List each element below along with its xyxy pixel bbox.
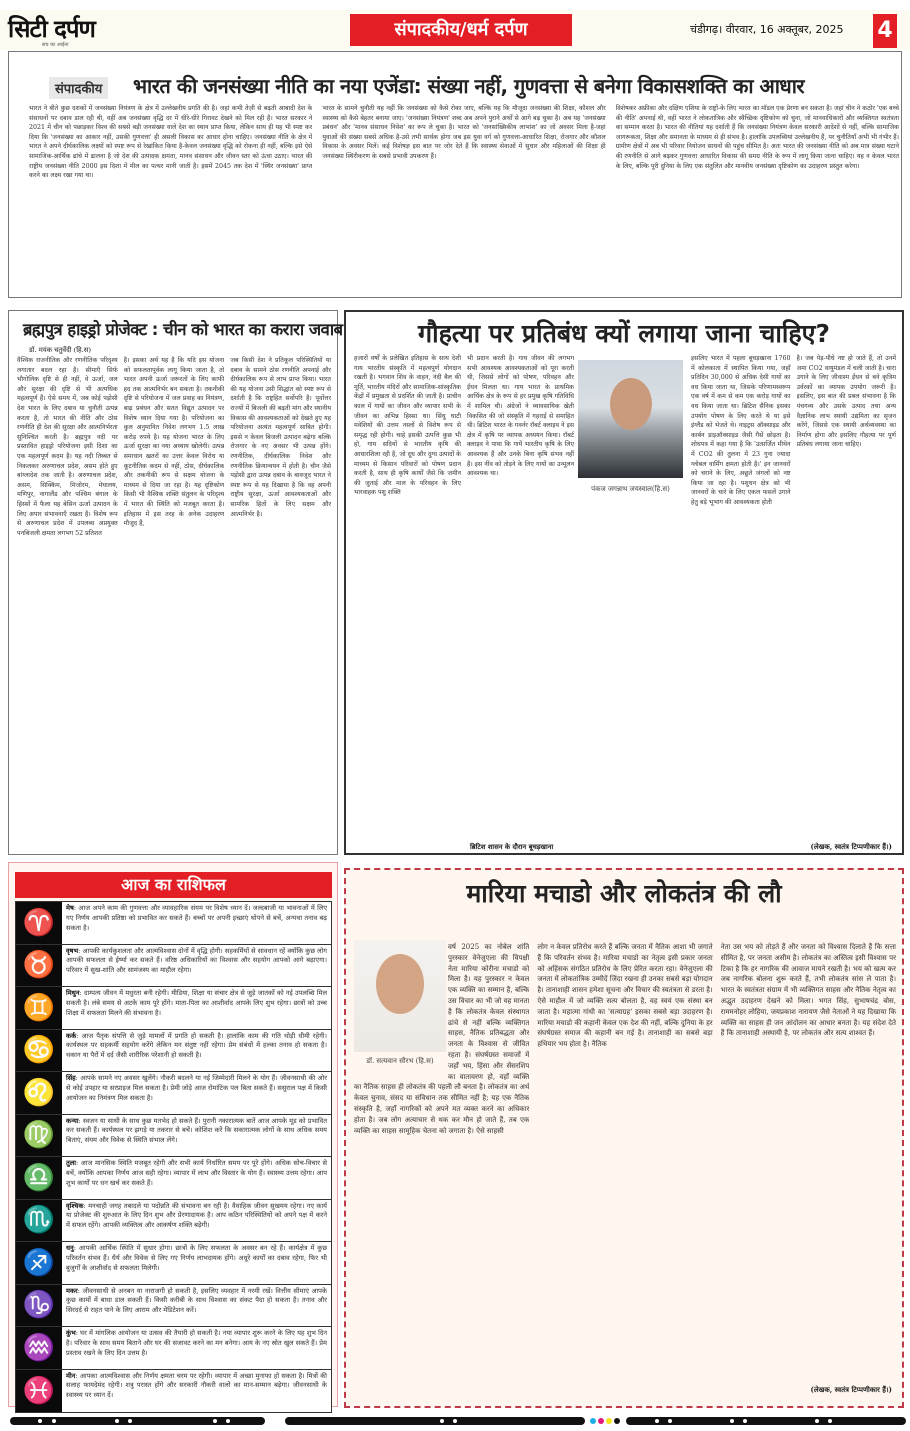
strip-dot <box>213 1419 217 1423</box>
gauhatya-body-left <box>354 354 574 844</box>
strip-dot <box>743 1419 747 1423</box>
author-caption: डॉ. सत्यवान सौरभ (हि.स) <box>366 1057 434 1065</box>
taurus-icon: ♉ <box>16 945 62 987</box>
machado-article <box>344 868 904 1408</box>
horoscope-row-meen: ♓ मीन: आपका आत्मविश्वास और निर्णय क्षमता चरम पर रहेगी। व्यापार में अच्छा मुनाफा हो सकता है। मित्रों की सलाह फायदेमंद रहेगी। शत्रु परास्त होंगे और सरकारी नौकरी वालों का मान-सम्मान बढ़ेगा। जीवनसाथी के स्वास्थ्य पर ध्यान दें। <box>16 1370 331 1413</box>
article-column: है। इसका अर्थ यह है कि यदि इस योजना को सफलतापूर्वक लागू किया जाता है, तो भारत अपनी ऊर्जा जरूरतों के लिए काफी हद तक आत्मनिर्भर बन सकता है। तकनीकी दृष्टि से परियोजना में जल प्रवाह का नियंत्रण, बाढ़ प्रबंधन और सतत विद्युत उत्पादन पर विशेष ध्यान दिया गया है। परियोजना का कुल अनुमानित निवेश लगभग 1.5 लाख करोड़ रुपये है। यह योजना भारत के लिए ऊर्जा सुरक्षा का नया अध्याय खोलेगी। उत्पन्न समाधान खतरों का उत्तर केवल विरोध या कूटनीतिक कदम से नहीं, ठोस, दीर्घकालिक और तकनीकी रूप से सक्षम योजना के माध्यम से दिया जा रहा है। यह दृष्टिकोण किसी भी वैश्विक शक्ति संतुलन के परिदृश्य में भारत की स्थिति को मजबूत करता है। इतिहास में इस तरह के अनेक उदाहरण मौजूद हैं, <box>123 357 225 528</box>
article-column: जब किसी देश ने प्रतिकूल परिस्थितियों या दबाव के सामने ठोस रणनीति अपनाई और दीर्घकालिक रूप से लाभ प्राप्त किया। भारत की यह योजना उसी सिद्धांत को स्पष्ट रूप से दर्शाती है कि राष्ट्रहित सर्वोपरि है। पूर्वोत्तर राज्यों में बिजली की बढ़ती मांग और स्थानीय विकास की आवश्यकताओं को देखते हुए यह परियोजना अत्यंत महत्वपूर्ण साबित होगी। इससे न केवल बिजली उत्पादन बढ़ेगा बल्कि रोजगार के नए अवसर भी उत्पन्न होंगे। रणनीतिक, दीर्घकालिक निवेश और रणनीतिक क्रियान्वयन में होती है। चीन जैसे पड़ोसी द्वारा उत्पन्न दबाव के बावजूद भारत ने स्पष्ट रूप से यह दिखाया है कि वह अपनी राष्ट्रीय सुरक्षा, ऊर्जा आवश्यकताओं और सामरिक हितों के लिए सक्षम और आत्मनिर्भर है। <box>230 357 332 518</box>
article-column: भी प्रदान करती है। गाय जीवन की लगभग सभी आवश्यक आवश्यकताओं को पूरा करती थी, जिससे लोगों को पोषण, परिवहन और ईंधन मिलता था। गाय भारत के प्राथमिक आर्थिक क्षेत्र के रूप से हर प्रमुख कृषि गतिविधि में शामिल थी। अंग्रेजों ने व्यावसायिक खेती विकसित की जो संस्कृति में गहराई से समाहित थी। ब्रिटिश भारत के गवर्नर रॉबर्ट क्लाइव ने इस क्षेत्र में कृषि पर व्यापक अध्ययन किया। रॉबर्ट क्लाइव ने पाया कि गायें भारतीय कृषि के लिए आवश्यक हैं और उनके बिना कृषि संभव नहीं है। इस नींव को तोड़ने के लिए गायों का उन्मूलन आवश्यक था। <box>467 355 574 478</box>
brahmaputra-body <box>17 356 331 848</box>
strip-dot <box>668 1419 672 1423</box>
horoscope-row-vrishchik: ♏ वृश्चिक: मनचाही जगह तबादले या पदोन्नति की संभावना बन रही है। वैवाहिक जीवन सुखमय रहेगा। नए कार्य या प्रोजेक्ट की शुरुआत के लिए दिन शुभ और प्रेरणादायक है। आप कठिन परिस्थितियों को अपने पक्ष में करने में सफल रहेंगे। आपकी व्यक्तित्व और आकर्षण शक्ति बढ़ेगी। <box>16 1200 331 1243</box>
article-column: हजारों वर्षों के प्रलेखित इतिहास के साथ देशी गाय भारतीय संस्कृति में महत्वपूर्ण योगदान रखती है। भगवान शिव के वाहन, नंदी बैल की मूर्ति, भारतीय मंदिरों और सामाजिक-सांस्कृतिक केंद्रों में प्रमुखता से प्रदर्शित की जाती है। प्राचीन काल में गायों का जीवन और व्यापार सभी के जीवन का अभिन्न हिस्सा था। सिंधु घाटी मवेशियों की उत्तम नस्लों से विशेष रूप से समृद्ध रही होगी। चाहे इसकी उत्पत्ति कुछ भी हो, गाय सदियों से भारतीय कृषि की आधारशिला रही है, जो दूध और दुग्ध उत्पादों के माध्यम से किसान परिवारों को पोषण प्रदान करती है, साथ ही कृषि कार्यों जैसे कि जमीन की जुताई और माल के परिवहन के लिए भारवाहक पशु शक्ति <box>354 355 461 497</box>
aquarius-icon: ♒ <box>16 1327 62 1369</box>
masthead <box>0 10 910 50</box>
pisces-icon: ♓ <box>16 1370 62 1413</box>
horoscope-row-mesh: ♈ मेष: आज अपने काम की गुणवत्ता और व्यावहारिक संयम पर विशेष ध्यान दें। जल्दबाजी या भावनाओं में लिए गए निर्णय आपकी प्रतिष्ठा को प्रभावित कर सकते हैं। बच्चों पर अपनी इच्छाएं थोपने से बचें, अन्यथा तनाव बढ़ सकता है। <box>16 902 331 945</box>
horoscope-row-kumbh: ♒ कुंभ: घर में मांगलिक आयोजन या उत्सव की तैयारी हो सकती है। नया व्यापार शुरू करने के लिए यह शुभ दिन है। परिवार के साथ समय बिताने और घर की सजावट करने का मन बनेगा। आय के नए स्रोत खुल सकते हैं। प्रेम प्रस्ताव रखने के लिए दिन उत्तम है। <box>16 1327 331 1370</box>
strip-dot <box>226 1419 230 1423</box>
author-caption: पंकज जगन्नाथ जयस्वाल(हि.स) <box>591 485 670 493</box>
article-column: है। जब पेड़-पौधे नष्ट हो जाते हैं, तो उनमें जमा CO2 वायुमंडल में चली जाती है। चारा उगाने के लिए जीवाश्म ईंधन से बने कृत्रिम उर्वरकों का व्यापक उपयोग जरूरी है। इसलिए, इस बात की प्रबल संभावना है कि पंचगव्य और उसके उत्पाद तथा अन्य वैज्ञानिक लाभ स्थायी उद्यमिता का सृजन करेंगे, जिससे एक स्थायी अर्थव्यवस्था का निर्माण होगा और इसलिए गौहत्या पर पूर्ण प्रतिबंध लगाया जाना चाहिए। <box>796 355 896 449</box>
horoscope-row-singh: ♌ सिंह: आपके सामने नए अवसर खुलेंगे। नौकरी बदलने या नई जिम्मेदारी मिलने के योग हैं। जीवनसाथी की ओर से कोई उपहार या सरप्राइज मिल सकता है। प्रेमी जोड़े आज रोमांटिक पल बिता सकते हैं। ससुराल पक्ष में किसी आयोजन का निमंत्रण मिल सकता है। <box>16 1072 331 1115</box>
article-column: नेता उस भय को तोड़ते हैं और जनता को विश्वास दिलाते हैं कि सत्ता सीमित है, पर जनता असीम है। लोकतंत्र का अस्तित्व इसी विश्वास पर टिका है कि हर नागरिक की आवाज मायने रखती है। भय को खत्म कर जब नागरिक बोलना शुरू करते हैं, तभी लोकतंत्र सांस ले पाता है। भारत के स्वतंत्रता संग्राम में भी व्यक्तिगत साहस और नैतिक नेतृत्व का अद्भुत उदाहरण देखने को मिला। भगत सिंह, सुभाषचंद्र बोस, राममनोहर लोहिया, जयप्रकाश नारायण जैसे नेताओं ने यह दिखाया कि व्यक्ति का साहस ही जन आंदोलन का आधार बनता है। यह संदेश देते हैं कि तानाशाही अस्थायी है, पर लोकतंत्र और सत्य शाश्वत हैं। <box>720 943 896 1038</box>
horoscope-row-dhanu: ♐ धनु: आपकी आर्थिक स्थिति में सुधार होगा। छात्रों के लिए सफलता के अवसर बन रहे हैं। कार्यक्षेत्र में कुछ परिवर्तन संभव हैं। धैर्य और विवेक से लिए गए निर्णय लाभदायक होंगे। अधूरे कार्यों का दबाव रहेगा, फिर भी बुजुर्गों के आशीर्वाद से सफलता मिलेगी। <box>16 1242 331 1285</box>
strip-dot <box>115 1419 119 1423</box>
horoscope-row-vrishabh: ♉ वृषभ: आपकी कार्यकुशलता और आत्मविश्वास दोनों में वृद्धि होगी। सहकर्मियों से सावधान रहें क्योंकि कुछ लोग आपकी सफलता से ईर्ष्या कर सकते हैं। वरिष्ठ अधिकारियों का विश्वास और सहयोग आपको आगे बढ़ाएगा। परिवार में सुख-शांति और सामंजस्य का माहौल रहेगा। <box>16 945 331 988</box>
author-note: (लेखक, स्वतंत्र टिप्पणीकार हैं।) <box>810 842 892 851</box>
section-title: संपादकीय/धर्म दर्पण <box>350 14 572 46</box>
strip-dot <box>38 1419 42 1423</box>
registration-dot-yellow <box>606 1418 612 1424</box>
gauhatya-article <box>344 310 904 855</box>
strip-dot <box>815 1419 819 1423</box>
strip-dot <box>440 1419 444 1423</box>
author-face <box>610 378 652 430</box>
footer-strip <box>285 1417 585 1425</box>
article-column: वर्ष 2025 का नोबेल शांति पुरस्कार वेनेजुएला की विपक्षी नेता मारिया कोरीना मचाडो को मिला है। यह पुरस्कार न केवल एक व्यक्ति का सम्मान है, बल्कि उस विचार का भी जो यह मानता है कि लोकतंत्र केवल संस्थागत ढांचे से नहीं बल्कि व्यक्तिगत साहस, नैतिक प्रतिबद्धता और जनता के विश्वास से जीवित रहता है। संघर्षग्रस्त समाजों में जहाँ भय, हिंसा और सेंसरशिप का वातावरण हो, वहाँ व्यक्ति का नैतिक साहस ही लोकतंत्र की पहली लौ बनता है। लोकतंत्र का अर्थ केवल चुनाव, संसद या संविधान तक सीमित नहीं है; यह एक नैतिक संस्कृति है, जहाँ नागरिकों को अपने मत व्यक्त करने का अधिकार होता है। जब लोग अत्याचार से थक कर मौन हो जाते हैं, तब एक व्यक्ति का साहस सामूहिक चेतना को जगाता है। ऐसे साहसी <box>354 943 530 1135</box>
horoscope-row-mithun: ♊ मिथुन: दाम्पत्य जीवन में मधुरता बनी रहेगी। मीडिया, शिक्षा या संचार क्षेत्र से जुड़े जातकों को नई उपलब्धि मिल सकती है। लंबे समय से अटके काम पूरे होंगे। माता-पिता का आशीर्वाद आपके लिए शुभ रहेगा। छात्रों को उच्च शिक्षा में सफलता मिलने की संभावना है। <box>16 987 331 1030</box>
strip-dot <box>655 1419 659 1423</box>
author-byline: डॉ. मयंक चतुर्वेदी (हि.स) <box>29 346 92 354</box>
photo-spacer <box>354 942 448 1072</box>
editorial-column: भारत के सामने चुनौती यह नहीं कि जनसंख्या को कैसे रोका जाए, बल्कि यह कि मौजूदा जनसंख्या की शिक्षा, कौशल और स्वास्थ्य को कैसे बेहतर बनाया जाए। 'जनसंख्या नियंत्रण' शब्द अब अपने पुराने अर्थों से आगे बढ़ चुका है। अब यह 'जनसंख्या प्रबंधन' और 'मानव संसाधन निवेश' का रूप ले चुका है। भारत को 'जनसांख्यिकीय लाभांश' का जो अवसर मिला है-जहां युवाओं की संख्या सबसे अधिक है-उसे तभी सार्थक होगा जब इस युवा वर्ग को गुणवत्ता-आधारित शिक्षा, रोजगार और कौशल विकास के अवसर मिलें। कई विशेषज्ञ इस बात पर जोर देते हैं कि स्वास्थ्य सेवाओं में सुधार और महिलाओं की शिक्षा ही जनसंख्या स्थिरीकरण के सबसे प्रभावी उपकरण हैं। <box>322 105 606 160</box>
author-note: (लेखक, स्वतंत्र टिप्पणीकार हैं।) <box>810 1385 892 1394</box>
editorial-headline: भारत की जनसंख्या नीति का नया एजेंडा: संख्या नहीं, गुणवत्ता से बनेगा विकासशक्ति का आधार <box>133 74 805 98</box>
strip-dot <box>453 1419 457 1423</box>
author-photo <box>578 360 683 478</box>
editorial-column: विशेषकर अफ्रीका और दक्षिण एशिया के राष्ट्रों-के लिए भारत का मॉडल एक प्रेरणा बन सकता है। जहां चीन ने कठोर 'एक बच्चे की नीति' अपनाई थी, वहीं भारत ने लोकतांत्रिक और स्वैच्छिक दृष्टिकोण को चुना, जो मानवाधिकारों और व्यक्तिगत स्वतंत्रता का सम्मान करता है। भारत की नीतियां यह दर्शाती हैं कि जनसंख्या नियंत्रण केवल सरकारी आदेशों से नहीं, बल्कि सामाजिक जागरूकता, शिक्षा और समानता के माध्यम से ही संभव है। हालांकि उपलब्धियां उल्लेखनीय हैं, पर चुनौतियाँ अभी भी गंभीर हैं। ग्रामीण क्षेत्रों में अब भी परिवार नियोजन साधनों की पहुंच सीमित है। अतः भारत की जनसंख्या नीति को अब मात्र संख्या घटाने की रणनीति से आगे बढ़कर गुणवत्ता आधारित विकास की समग्र नीति के रूप में लागू किया जाना चाहिए। यह न केवल भारत के लिए, बल्कि पूरी दुनिया के लिए एक संतुलित और मानवीय जनसंख्या दृष्टिकोण का उदाहरण प्रस्तुत करेगा। <box>615 105 899 170</box>
horoscope-panel <box>8 862 338 1407</box>
aries-icon: ♈ <box>16 902 62 944</box>
sagittarius-icon: ♐ <box>16 1242 62 1284</box>
dateline: चंडीगढ़। वीरवार, 16 अक्तूबर, 2025 <box>690 23 844 36</box>
editorial-label: संपादकीय <box>49 77 108 99</box>
strip-dot <box>52 1419 56 1423</box>
gauhatya-headline: गौहत्या पर प्रतिबंध क्यों लगाया जाना चाहिए? <box>418 319 830 348</box>
registration-dot-cyan <box>590 1418 596 1424</box>
horoscope-row-kark: ♋ कर्क: आज पैतृक संपत्ति से जुड़े मामलों में प्रगति हो सकती है। हालांकि काम की गति थोड़ी धीमी रहेगी। कार्यस्थल पर सहकर्मी सहयोग करेंगे लेकिन मन संतुष्ट नहीं रहेगा। प्रेम संबंधों में हल्का तनाव हो सकता है। थकान या पैरों में दर्द जैसी शारीरिक परेशानी हो सकती है। <box>16 1030 331 1073</box>
scorpio-icon: ♏ <box>16 1200 62 1242</box>
horoscope-heading: आज का राशिफल <box>15 872 332 898</box>
editorial-body <box>29 104 899 290</box>
horoscope-row-makar: ♑ मकर: जीवनसाथी से अनबन या नाराजगी हो सकती है, इसलिए व्यवहार में नरमी रखें। वित्तीय सीमाएं आपके कुछ कामों में बाधा डाल सकती हैं। किसी करीबी के साथ विश्वास का संकट पैदा हो सकता है। तनाव और सिरदर्द से राहत पाने के लिए आराम और मेडिटेशन करें। <box>16 1285 331 1328</box>
newspaper-logo: सिटी दर्पण सच का आईना <box>8 15 95 48</box>
virgo-icon: ♍ <box>16 1115 62 1157</box>
horoscope-list <box>15 901 332 1413</box>
page-number: 4 <box>873 14 897 48</box>
registration-dot-magenta <box>598 1418 604 1424</box>
strip-dot <box>730 1419 734 1423</box>
article-column: लोग न केवल प्रतिरोध करते हैं बल्कि जनता में नैतिक आशा भी जगाते हैं कि परिवर्तन संभव है। मारिया मचाडो का नेतृत्व इसी प्रकार जनता को अहिंसक संगठित प्रतिरोध के लिए प्रेरित करता रहा। वेनेजुएला की जनता में लोकतांत्रिक उम्मीदें जिंदा रखना ही उनका सबसे बड़ा योगदान है। तानाशाही शासन हमेशा सूचना और विचार की स्वतंत्रता से डरता है। ऐसे माहौल में जो व्यक्ति सत्य बोलता है, वह स्वयं एक संस्था बन जाता है। महात्मा गांधी का 'सत्याग्रह' इसका सबसे बड़ा उदाहरण है। मारिया मचाडो की कहानी केवल एक देश की नहीं, बल्कि दुनिया के हर संघर्षग्रस्त समाज की कहानी बन गई है। तानाशाही का सबसे बड़ा हथियार भय होता है। नैतिक <box>537 943 713 1049</box>
machado-body <box>354 942 896 1382</box>
registration-dot-black <box>614 1418 620 1424</box>
strip-dot <box>828 1419 832 1423</box>
editorial-column: भारत ने बीते कुछ दशकों में जनसंख्या नियंत्रण के क्षेत्र में उल्लेखनीय प्रगति की है। जहां कभी तेज़ी से बढ़ती आबादी देश के संसाधनों पर दबाव डाल रही थी, वहीं अब जनसंख्या वृद्धि दर में धीरे-धीरे गिरावट देखने को मिल रही है। भारत सरकार ने 2021 में चीन को पछाड़कर विश्व की सबसे बड़ी जनसंख्या वाले देश का स्थान प्राप्त किया, लेकिन साथ ही यह भी स्पष्ट कर दिया कि 'जनसंख्या का आकार नहीं, उसकी गुणवत्ता' ही असली विकास का आधार होना चाहिए। जनसंख्या नीति के क्षेत्र में भारत ने अपने दीर्घकालिक लक्ष्यों को स्पष्ट रूप से रेखांकित किया है-केवल जनसंख्या वृद्धि को रोकना ही नहीं, बल्कि इसे ऐसे सामाजिक-आर्थिक ढांचे में ढालना है जो देश की उत्पादक क्षमता, मानव संसाधन और जीवन स्तर को ऊंचा उठाए। भारत की राष्ट्रीय जनसंख्या नीति 2000 इस दिशा में मील का पत्थर मानी जाती है। इसमें 2045 तक देश में 'स्थिर जनसंख्या' प्राप्त करने का लक्ष्य रखा गया था। <box>29 105 313 180</box>
brahmaputra-headline: ब्रह्मपुत्र हाइड्रो प्रोजेक्ट : चीन को भारत का करारा जवाब <box>23 320 343 339</box>
gauhatya-body-right <box>691 354 896 844</box>
horoscope-row-kanya: ♍ कन्या: स्वजन या साथी के साथ कुछ मतभेद हो सकते हैं। पुरानी नकारात्मक बातें आज आपके मूड को प्रभावित कर सकती हैं। कार्यस्थल पर झगड़े या तकरार से बचें। कोशिश करें कि सकारात्मक लोगों के साथ अधिक समय बिताएं, संयम और विवेक से स्थिति संभाल लेंगे। <box>16 1115 331 1158</box>
leo-icon: ♌ <box>16 1072 62 1114</box>
subhead: ब्रिटिश शासन के दौरान बूचड़खाना <box>470 843 554 851</box>
editorial-article <box>8 51 902 298</box>
horoscope-row-tula: ♎ तुला: आज मानसिक स्थिति मजबूत रहेगी और सभी कार्य निर्धारित समय पर पूरे होंगे। अधिक सोच-विचार से बचें, क्योंकि आपका निर्णय आज सही रहेगा। व्यापार में लाभ और विस्तार के योग हैं। स्वास्थ्य उत्तम रहेगा। आप शुभ कार्यों पर धन खर्च कर सकते हैं। <box>16 1157 331 1200</box>
cancer-icon: ♋ <box>16 1030 62 1072</box>
article-column: इसलिए भारत में पहला बूचड़खाना 1760 में कोलकाता में स्थापित किया गया, जहाँ प्रतिदिन 30,000 से अधिक देसी गायों का वध किया जाता था, जिसके परिणामस्वरूप एक वर्ष में कम से कम एक करोड़ गायों का वध किया जाता था। ब्रिटिश सैनिक इसका उपयोग पोषण के लिए करते थे या इसे इंग्लैंड को भेजते थे। नाइट्रस ऑक्साइड और कार्बन डाइऑक्साइड जैसी गैसें छोड़ता है। शोधपत्र में कहा गया है कि 'उत्सर्जित मीथेन में CO2 की तुलना में 23 गुना ज्यादा ग्लोबल वार्मिंग क्षमता होती है।' इन जानवरों को चराने के लिए, अछूते जंगलों को नष्ट किया जा रहा है। पशुधन क्षेत्र को भी जानवरों के चारे के लिए एकल फसलें उगाने हेतु बड़े भूभाग की आवश्यकता होती <box>691 355 791 506</box>
article-column: वैश्विक राजनीतिक और रणनीतिक परिदृश्य लगातार बदल रहा है। सीमाएँ सिर्फ भौगोलिक दृष्टि से ही नहीं, वे ऊर्जा, जल और सुरक्षा की दृष्टि से भी अत्यधिक महत्वपूर्ण हैं। ऐसे समय में, जब कोई पड़ोसी देश भारत के लिए दबाव या चुनौती उत्पन्न करता है, तो भारत की नीति और ठोस रणनीति ही देश की सुरक्षा और आत्मनिर्भरता सुनिश्चित करती है। ब्रह्मपुत्र नदी पर प्रस्तावित हाइड्रो परियोजना इसी दिशा का एक महत्वपूर्ण कदम है। यह नदी तिब्बत से निकलकर अरुणाचल प्रदेश, असम होते हुए बांग्लादेश तक जाती है। अरुणाचल प्रदेश, असम, सिक्किम, मिजोरम, मेघालय, मणिपुर, नागालैंड और पश्चिम बंगाल के हिस्सों में फैला यह बेसिन ऊर्जा उत्पादन के लिए अपार संभावनाएँ रखता है। विशेष रूप से अरुणाचल प्रदेश में उपलब्ध अप्रयुक्त पनबिजली क्षमता लगभग 52 प्रतिशत <box>17 357 118 537</box>
machado-headline: मारिया मचाडो और लोकतंत्र की लौ <box>466 879 782 908</box>
brahmaputra-article <box>8 310 343 855</box>
capricorn-icon: ♑ <box>16 1285 62 1327</box>
libra-icon: ♎ <box>16 1157 62 1199</box>
strip-dot <box>128 1419 132 1423</box>
gemini-icon: ♊ <box>16 987 62 1029</box>
